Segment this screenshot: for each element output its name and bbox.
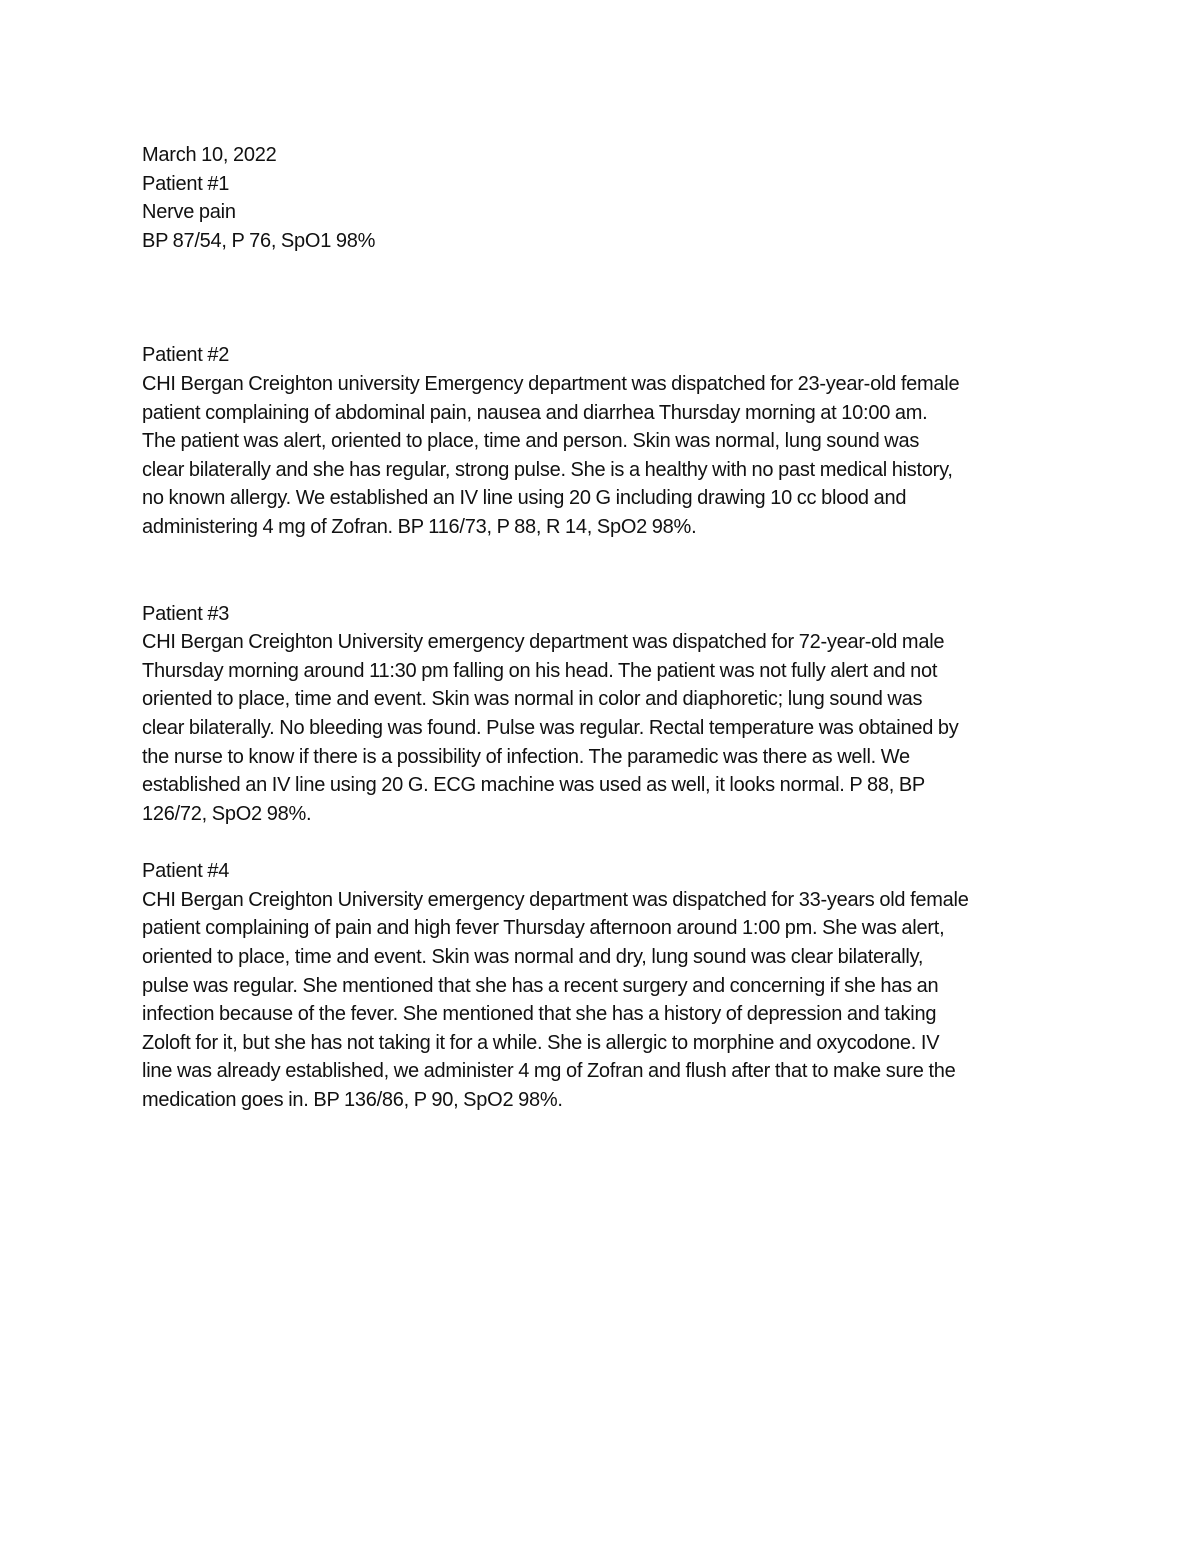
report-line: oriented to place, time and event. Skin was normal in color and diaphoretic; lung sound was — [142, 688, 923, 711]
report-line: pulse was regular. She mentioned that she has a recent surgery and concerning if she has an — [142, 974, 939, 997]
patient-1-heading: Patient #1 — [142, 172, 230, 195]
report-line: oriented to place, time and event. Skin was normal and dry, lung sound was clear bilaterally, — [142, 946, 924, 969]
report-line: patient complaining of abdominal pain, nausea and diarrhea Thursday morning at 10:00 am. — [142, 401, 928, 424]
spacer — [142, 828, 1062, 857]
report-line: line was already established, we administer 4 mg of Zofran and flush after that to make sure the — [142, 1060, 956, 1083]
report-line: patient complaining of pain and high fever Thursday afternoon around 1:00 pm. She was alert, — [142, 917, 945, 940]
patient-2-heading: Patient #2 — [142, 344, 230, 367]
patient-4-report — [142, 886, 1062, 1115]
report-line: The patient was alert, oriented to place, time and person. Skin was normal, lung sound was — [142, 430, 920, 453]
spacer — [142, 542, 1062, 600]
patient-4-heading: Patient #4 — [142, 860, 230, 883]
patient-1-complaint: Nerve pain — [142, 201, 236, 224]
report-line: administering 4 mg of Zofran. BP 116/73, P 88, R 14, SpO2 98%. — [142, 515, 697, 538]
patient-1-vitals: BP 87/54, P 76, SpO1 98% — [142, 229, 376, 252]
spacer — [142, 255, 1062, 341]
document-body — [142, 141, 1062, 1115]
report-line: 126/72, SpO2 98%. — [142, 802, 312, 825]
report-line: CHI Bergan Creighton University emergency department was dispatched for 33-years old female — [142, 888, 969, 911]
report-line: the nurse to know if there is a possibility of infection. The paramedic was there as well. We — [142, 745, 910, 768]
report-line: CHI Bergan Creighton university Emergency department was dispatched for 23-year-old female — [142, 372, 960, 395]
document-date: March 10, 2022 — [142, 144, 277, 166]
report-line: Thursday morning around 11:30 pm falling on his head. The patient was not fully alert and not — [142, 659, 938, 682]
report-line: no known allergy. We established an IV line using 20 G including drawing 10 cc blood and — [142, 487, 907, 510]
report-line: infection because of the fever. She mentioned that she has a history of depression and taking — [142, 1003, 937, 1026]
report-line: clear bilaterally. No bleeding was found. Pulse was regular. Rectal temperature was obtained by — [142, 716, 959, 739]
patient-3-heading: Patient #3 — [142, 602, 230, 625]
report-line: Zoloft for it, but she has not taking it for a while. She is allergic to morphine and oxycodone. IV — [142, 1031, 940, 1054]
report-line: established an IV line using 20 G. ECG machine was used as well, it looks normal. P 88, BP — [142, 774, 925, 797]
patient-3-report — [142, 628, 1062, 828]
patient-2-report — [142, 370, 1062, 542]
report-line: clear bilaterally and she has regular, strong pulse. She is a healthy with no past medical history, — [142, 458, 953, 481]
report-line: CHI Bergan Creighton University emergency department was dispatched for 72-year-old male — [142, 631, 945, 654]
report-line: medication goes in. BP 136/86, P 90, SpO2 98%. — [142, 1089, 563, 1112]
